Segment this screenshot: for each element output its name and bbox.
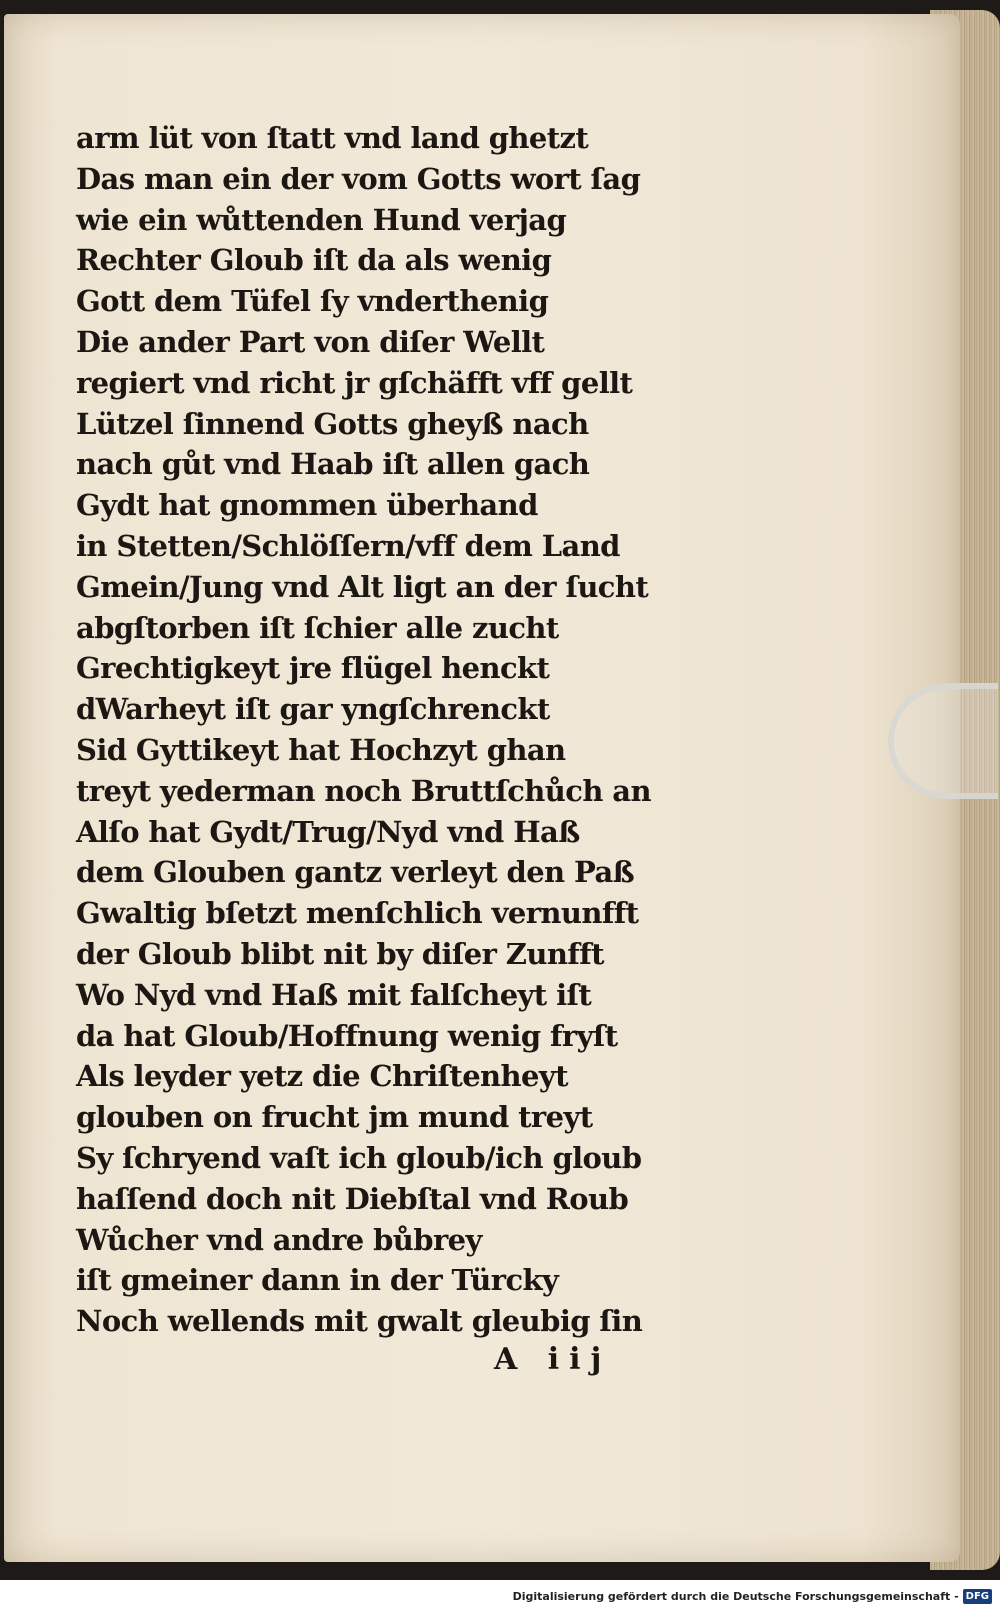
verse-line: Das man ein der vom Gotts wort ſag xyxy=(76,161,641,196)
verse-text-block xyxy=(76,118,716,1342)
verse-line: Noch wellends mit gwalt gleubig ſin xyxy=(76,1304,643,1339)
dfg-logo-icon: DFG xyxy=(963,1589,992,1604)
verse-line: iſt gmeiner dann in der Türcky xyxy=(76,1263,559,1298)
verse-line: wie ein wůttenden Hund verjag xyxy=(76,202,567,237)
verse-line: der Gloub blibt nit by diſer Zunfft xyxy=(76,936,604,971)
footer-text: Digitalisierung gefördert durch die Deutsche Forschungsgemeinschaft - xyxy=(512,1589,959,1603)
book-page xyxy=(4,14,960,1562)
verse-line: Gwaltig bſetzt menſchlich vernunfft xyxy=(76,896,639,931)
verse-line: Grechtigkeyt jre flügel henckt xyxy=(76,651,550,686)
digitization-footer xyxy=(513,1587,992,1605)
verse-line: abgſtorben iſt ſchier alle zucht xyxy=(76,610,559,645)
verse-line: dem Glouben gantz verleyt den Paß xyxy=(76,855,635,890)
verse-line: Wo Nyd vnd Haß mit falſcheyt iſt xyxy=(76,977,592,1012)
verse-line: arm lüt von ſtatt vnd land ghetzt xyxy=(76,121,589,155)
verse-line: in Stetten/Schlöſſern/vff dem Land xyxy=(76,528,620,563)
verse-line: nach gůt vnd Haab iſt allen gach xyxy=(76,447,590,482)
verse-line: Gmein/Jung vnd Alt ligt an der ſucht xyxy=(76,569,649,604)
verse-line: glouben on frucht jm mund treyt xyxy=(76,1100,593,1135)
signature-mark: A iij xyxy=(494,1342,612,1377)
verse-line: Als leyder yetz die Chriſtenheyt xyxy=(76,1059,568,1094)
verse-line: Sid Gyttikeyt hat Hochzyt ghan xyxy=(76,732,566,767)
verse-line: Lützel ſinnend Gotts gheyß nach xyxy=(76,406,589,441)
verse-line: haſſend doch nit Diebſtal vnd Roub xyxy=(76,1181,629,1216)
verse-line: Sy ſchryend vaſt ich gloub/ich gloub xyxy=(76,1140,642,1175)
verse-line: Die ander Part von diſer Wellt xyxy=(76,324,545,359)
verse-line: Rechter Gloub iſt da als wenig xyxy=(76,243,552,278)
verse-line: treyt yederman noch Bruttſchůch an xyxy=(76,773,651,808)
verse-line: Wůcher vnd andre bůbrey xyxy=(76,1222,482,1257)
verse-line: regiert vnd richt jr gſchäfft vff gellt xyxy=(76,365,633,400)
verse-line: Gydt hat gnommen überhand xyxy=(76,488,538,523)
verse-line: dWarheyt iſt gar yngſchrenckt xyxy=(76,692,550,727)
verse-line: da hat Gloub/Hoffnung wenig fryſt xyxy=(76,1018,618,1053)
verse-line: Gott dem Tüfel ſy vnderthenig xyxy=(76,284,549,319)
page-clip xyxy=(888,683,998,799)
verse-line: Alſo hat Gydt/Trug/Nyd vnd Haß xyxy=(76,814,580,849)
